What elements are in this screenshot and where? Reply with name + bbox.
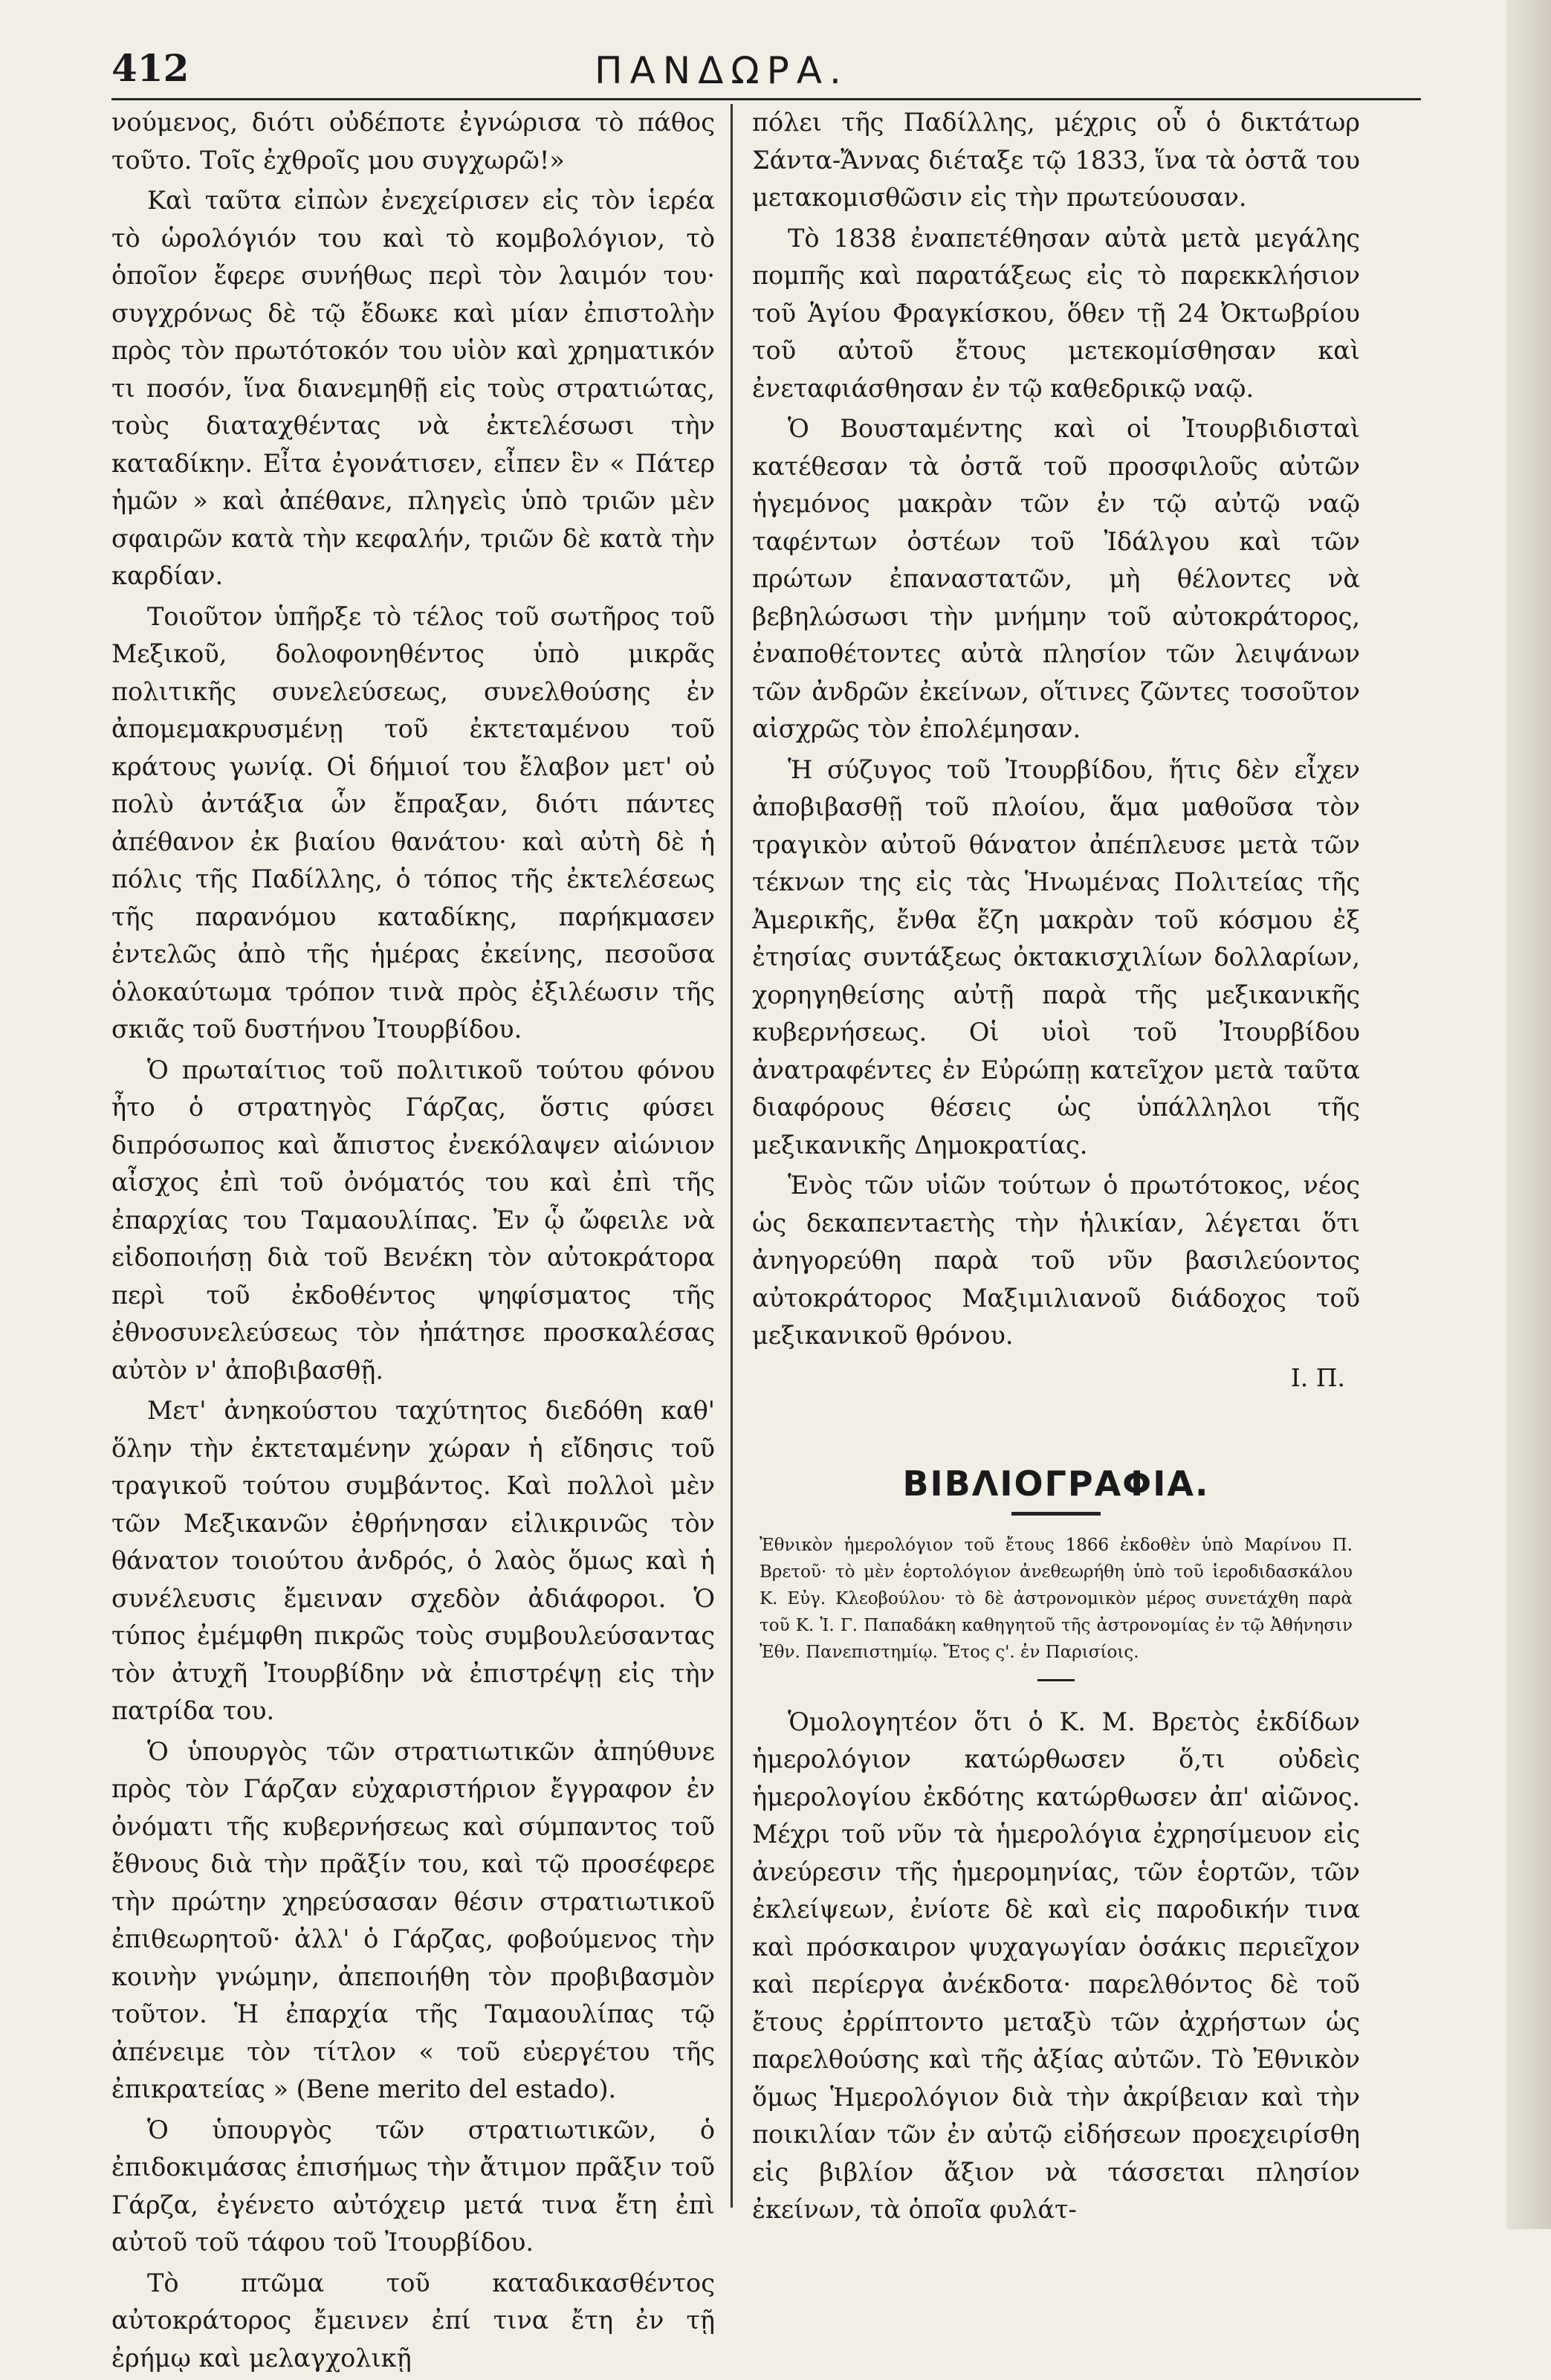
paragraph: Ἡ σύζυγος τοῦ Ἰτουρβίδου, ἥτις δὲν εἶχεν ἀποβιβασθῇ τοῦ πλοίου, ἅμα μαθοῦσα τὸν τραγικὸν αὐτοῦ θάνατον ἀπέπλευσε μετὰ τῶν τέκνων της εἰς τὰς Ἡνωμένας Πολιτείας τῆς Ἀμερικῆς, ἔνθα ἔζη μακρὰν τοῦ κόσμου ἐξ ἐτησίας συντάξεως ὀκτακισχιλίων δολλαρίων, χορηγηθείσης αὐτῇ παρὰ τῆς μεξικανικῆς κυβερνήσεως. Οἱ υἱοὶ τοῦ Ἰτουρβίδου ἀνατραφέντες ἐν Εὐρώπῃ κατεῖχον μετὰ ταῦτα διαφόρους θέσεις ὡς ὑπάλληλοι τῆς μεξικανικῆς Δημοκρατίας. [752,754,1360,1160]
section-title: ΒΙΒΛΙΟΓΡΑΦΙΑ. [902,1464,1210,1504]
paragraph: Ἑνὸς τῶν υἱῶν τούτων ὁ πρωτότοκος, νέος ὡς δεκαπεντaετὴς τὴν ἡλικίαν, λέγεται ὅτι ἀνηγορεύθη παρὰ τοῦ νῦν βασιλεύοντος αὐτοκράτορος Μαξιμιλιανοῦ διάδοχος τοῦ μεξικανικοῦ θρόνου. [752,1171,1360,1350]
bibliography-entry: Ἐθνικὸν ἡμερολόγιον τοῦ ἔτους 1866 ἐκδοθὲν ὑπὸ Μαρίνου Π. Βρετοῦ· τὸ μὲν ἑορτολόγιον ἀνεθεωρήθη ὑπὸ τοῦ ἱεροδιδασκάλου Κ. Εὐγ. Κλεοβούλου· τὸ δὲ ἀστρονομικὸν μέρος συνετάχθη παρὰ τοῦ Κ. Ἰ. Γ. Παπαδάκη καθηγητοῦ τῆς ἀστρονομίας ἐν τῷ Ἀθήνησιν Ἐθν. Πανεπιστημίῳ. Ἔτος ς'. ἐν Παρισίοις. [760,1535,1353,1662]
page-spine-shadow [1506,0,1551,2229]
paragraph: Ὁ Βουσταμέντης καὶ οἱ Ἰτουρβιδισταὶ κατέθεσαν τὰ ὀστᾶ τοῦ προσφιλοῦς αὐτῶν ἡγεμόνος μακρὰν τῶν ἐν τῷ αὐτῷ ναῷ ταφέντων ὀστέων τοῦ Ἰδάλγου καὶ τῶν πρώτων ἐπαναστατῶν, μὴ θέλοντες νὰ βεβηλώσωσι τὴν μνήμην τοῦ αὐτοκράτορος, ἐναποθέτοντες αὐτὰ πλησίον τῶν λειψάνων τῶν ἀνδρῶν ἐκείνων, οἵτινες ζῶντες τοσοῦτον αἰσχρῶς τὸν ἐπολέμησαν. [752,414,1360,743]
paragraph: Τοιοῦτον ὑπῆρξε τὸ τέλος τοῦ σωτῆρος τοῦ Μεξικοῦ, δολοφονηθέντος ὑπὸ μικρᾶς πολιτικῆς συνελεύσεως, συνελθούσης ἐν ἀπομεμακρυσμένῃ τοῦ ἐκτεταμένου τοῦ κράτους γωνίᾳ. Οἱ δήμιοί του ἔλαβον μετ' οὐ πολὺ ἀντάξια ὧν ἔπραξαν, διότι πάντες ἀπέθανον ἐκ βιαίου θανάτου· καὶ αὐτὴ δὲ ἡ πόλις τῆς Παδίλλης, ὁ τόπος τῆς ἐκτελέσεως τῆς παρανόμου καταδίκης, παρήκμασεν ἐντελῶς ἀπὸ τῆς ἡμέρας ἐκείνης, πεσοῦσα ὁλοκαύτωμα τρόπον τινὰ πρὸς ἐξιλέωσιν τῆς σκιᾶς τοῦ δυστήνου Ἰτουρβίδου. [111,601,715,1044]
paragraph: Τὸ 1838 ἐναπετέθησαν αὐτὰ μετὰ μεγάλης πομπῆς καὶ παρατάξεως εἰς τὸ παρεκκλήσιον τοῦ Ἁγίου Φραγκίσκου, ὅθεν τῇ 24 Ὀκτωβρίου τοῦ αὐτοῦ ἔτους μετεκομίσθησαν καὶ ἐνεταφιάσθησαν ἐν τῷ καθεδρικῷ ναῷ. [752,223,1360,403]
paragraph: Ὁ ὑπουργὸς τῶν στρατιωτικῶν ἀπηύθυνε πρὸς τὸν Γάρζαν εὐχαριστήριον ἔγγραφον ἐν ὀνόματι τῆς κυβερνήσεως καὶ σύμπαντος τοῦ ἔθνους διὰ τὴν πρᾶξίν του, καὶ τῷ προσέφερε τὴν πρώτην χηρεύσασαν θέσιν στρατιωτικοῦ ἐπιθεωρητοῦ· ἀλλ' ὁ Γάρζας, φοβούμενος τὴν κοινὴν γνώμην, ἀπεποιήθη τὸν προβιβασμὸν τοῦτον. Ἡ ἐπαρχία τῆς Ταμαουλίπας τῷ ἀπένειμε τὸν τίτλον « τοῦ εὐεργέτου τῆς ἐπικρατείας » (Bene merito del estado). [111,1736,715,2103]
paragraph: νούμενος, διότι οὐδέποτε ἐγνώρισα τὸ πάθος τοῦτο. Τοῖς ἐχθροῖς μου συγχωρῶ!» [111,108,715,175]
paragraph: Ὁμολογητέον ὅτι ὁ Κ. Μ. Βρετὸς ἐκδίδων ἡμερολόγιον κατώρθωσεν ὅ,τι οὐδεὶς ἡμερολογίου ἐκδότης κατώρθωσεν ἀπ' αἰῶνος. Μέχρι τοῦ νῦν τὰ ἡμερολόγια ἐχρησίμευον εἰς ἀνεύρεσιν τῆς ἡμερομηνίας, τῶν ἑορτῶν, τῶν ἐκλείψεων, ἐνίοτε δὲ καὶ εἰς παροδικήν τινα καὶ πρόσκαιρον ψυχαγωγίαν ὁσάκις περιεῖχον καὶ περίεργα ἀνέκδοτα· παρελθόντος δὲ τοῦ ἔτους ἐρρίπτοντο μεταξὺ τῶν ἀχρήστων ὡς παρελθούσης καὶ τῆς ἀξίας αὐτῶν. Τὸ Ἐθνικὸν ὅμως Ἡμερολόγιον διὰ τὴν ἀκρίβειαν καὶ τὴν ποικιλίαν τῶν ἐν αὐτῷ εἰδήσεων προεχειρίσθη εἰς βιβλίον ἄξιον νὰ τάσσεται πλησίον ἐκείνων, τὰ ὁποῖα φυλάτ- [752,1707,1360,2224]
running-title: ΠΑΝΔΩΡΑ. [595,49,849,92]
left-column [111,104,715,2380]
paragraph: Τὸ πτῶμα τοῦ καταδικασθέντος αὐτοκράτορος ἔμεινεν ἐπί τινα ἔτη ἐν τῇ ἐρήμῳ καὶ μελαγχολικῇ [111,2268,715,2373]
paragraph: πόλει τῆς Παδίλλης, μέχρις οὗ ὁ δικτάτωρ Σάντα-Ἄννας διέταξε τῷ 1833, ἵνα τὰ ὀστᾶ του μετακομισθῶσιν εἰς τὴν πρωτεύουσαν. [752,108,1360,212]
paragraph: Ὁ πρωταίτιος τοῦ πολιτικοῦ τούτου φόνου ἦτο ὁ στρατηγὸς Γάρζας, ὅστις φύσει διπρόσωπος καὶ ἄπιστος ἐνεκόλαψεν αἰώνιον αἶσχος ἐπὶ τοῦ ὀνόματός του καὶ ἐπὶ τῆς ἐπαρχίας του Ταμαουλίπας. Ἐν ᾧ ὤφειλε νὰ εἰδοποιήσῃ διὰ τοῦ Βενέκη τὸν αὐτοκράτορα περὶ τοῦ ἐκδοθέντος ψηφίσματος τῆς ἐθνοσυνελεύσεως τὸν ἠπάτησε προσκαλέσας αὐτὸν ν' ἀποβιβασθῇ. [111,1055,715,1385]
column-divider [731,104,733,2208]
paragraph: Μετ' ἀνηκούστου ταχύτητος διεδόθη καθ' ὅλην τὴν ἐκτεταμένην χώραν ἡ εἴδησις τοῦ τραγικοῦ τούτου συμβάντος. Καὶ πολλοὶ μὲν τῶν Μεξικανῶν ἐθρήνησαν εἰλικρινῶς τὸν θάνατον τοιούτου ἀνδρός, ὁ λαὸς ὅμως καὶ ἡ συνέλευσις ἔμειναν σχεδὸν ἀδιάφοροι. Ὁ τύπος ἐμέμφθη πικρῶς τοὺς συμβουλεύσαντας τὸν ἀτυχῆ Ἰτουρβίδην νὰ ἐπιστρέψῃ εἰς τὴν πατρίδα του. [111,1396,715,1725]
header-rule [111,98,1421,100]
right-column [752,104,1360,2232]
page-number: 412 [111,46,190,90]
author-signature: Ι. Π. [1290,1362,1345,1392]
section-rule [1011,1512,1101,1516]
paragraph: Καὶ ταῦτα εἰπὼν ἐνεχείρισεν εἰς τὸν ἱερέα τὸ ὡρολόγιόν του καὶ τὸ κομβολόγιον, τὸ ὁποῖον ἔφερε συνήθως περὶ τὸν λαιμόν του· συγχρόνως δὲ τῷ ἔδωκε καὶ μίαν ἐπιστολὴν πρὸς τὸν πρωτότοκόν του υἱὸν καὶ χρηματικόν τι ποσόν, ἵνα διανεμηθῇ εἰς τοὺς στρατιώτας, τοὺς διαταχθέντας νὰ ἐκτελέσωσι τὴν καταδίκην. Εἶτα ἐγονάτισεν, εἶπεν ἓν « Πάτερ ἡμῶν » καὶ ἀπέθανε, πληγεὶς ὑπὸ τριῶν μὲν σφαιρῶν κατὰ τὴν κεφαλήν, τριῶν δὲ κατὰ τὴν καρδίαν. [111,186,715,590]
separator-rule [1037,1679,1075,1681]
paragraph: Ὁ ὑπουργὸς τῶν στρατιωτικῶν, ὁ ἐπιδοκιμάσας ἐπισήμως τὴν ἄτιμον πρᾶξιν τοῦ Γάρζα, ἐγένετο αὐτόχειρ μετά τινα ἔτη ἐπὶ αὐτοῦ τοῦ τάφου τοῦ Ἰτουρβίδου. [111,2115,715,2257]
